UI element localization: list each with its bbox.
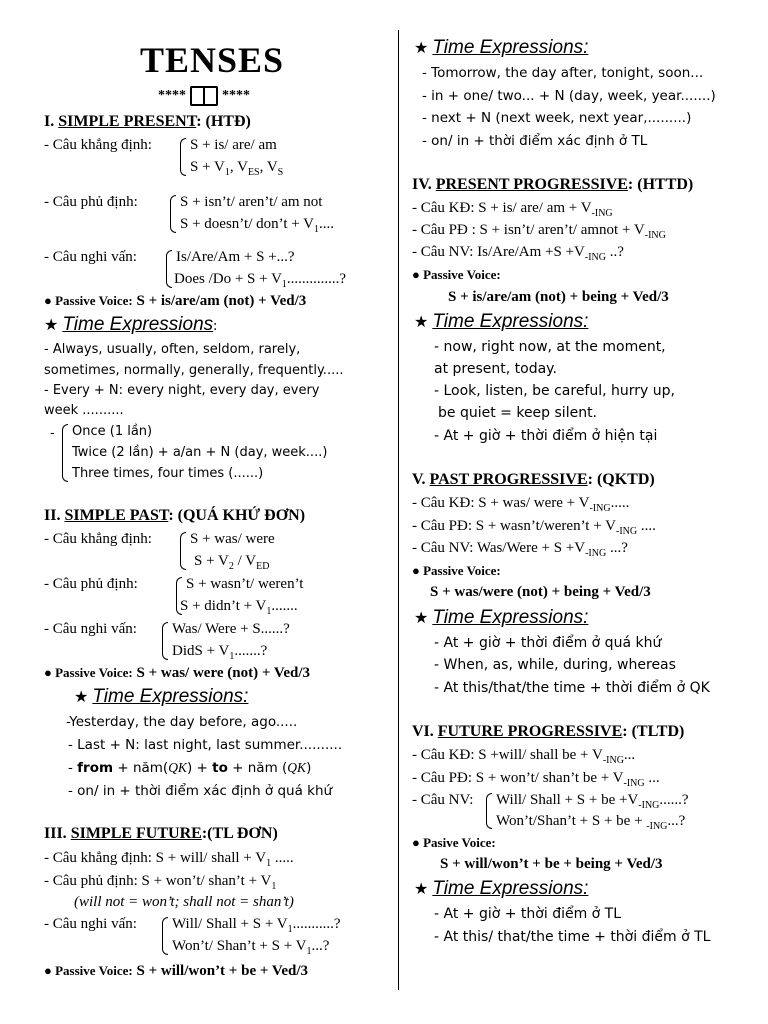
time-expression-line: - now, right now, at the moment, [434, 339, 666, 355]
time-expression-line: - on/ in + thời điểm xác định ở TL [422, 133, 648, 149]
time-expression-line: - on/ in + thời điểm xác định ở quá khứ [68, 783, 333, 799]
formula-line: - Câu KĐ: S +will/ shall be + $V_{-ING}$... [412, 747, 636, 766]
formula-line: - Câu KĐ: S + is/ are/ am + $V_{-ING}$ [412, 200, 613, 219]
time-expression-line: - from + năm(QK) + to + năm (QK) [68, 760, 312, 776]
time-expression-line: - At this/ that/the time + thời điểm ở TL [434, 929, 711, 945]
formula-line: DidS + $V_1$.......? [172, 643, 268, 662]
time-expression-dash: - [50, 426, 55, 441]
formula-line: - Câu PĐ : S + isn’t/ aren’t/ amnot + $V_{-ING}$ [412, 222, 666, 241]
affirmative-label: - Câu khẳng định: [44, 137, 152, 153]
time-expressions-heading: ★ Time Expressions: [414, 878, 589, 899]
time-expressions-heading: ★ Time Expressions: [74, 686, 249, 707]
time-expression-line: week .......... [44, 403, 124, 418]
time-expression-line: - At + giờ + thời điểm ở quá khứ [434, 635, 662, 651]
column-divider [398, 30, 399, 990]
passive-voice-label: ● Passive Voice: [412, 563, 501, 578]
time-expression-line: - Tomorrow, the day after, tonight, soon... [422, 65, 704, 81]
formula-line: S + was/ were [190, 531, 275, 547]
formula-line: Won’t/Shan’t + S + be + $_{-ING}$...? [496, 813, 686, 832]
brace [62, 424, 68, 482]
formula-line: S + didn’t + $V_1$....... [180, 598, 298, 617]
brace [162, 917, 168, 955]
formula-line: Was/ Were + S......? [172, 621, 290, 637]
brace [180, 532, 186, 570]
formula-line: Is/Are/Am + S +...? [176, 249, 295, 265]
question-label: - Câu nghi vấn: [44, 916, 137, 932]
time-expression-line: - At + giờ + thời điểm ở hiện tại [434, 428, 658, 444]
star-icon: ★ [44, 317, 63, 334]
time-expressions-heading: ★ Time Expressions: [44, 314, 218, 335]
passive-voice-formula: S + was/were (not) + being + Ved/3 [430, 584, 651, 600]
time-expression-line: - When, as, while, during, whereas [434, 657, 676, 673]
time-expression-line: at present, today. [434, 361, 557, 377]
formula-line: $S + V_2 / V_{ED}$ [194, 553, 270, 572]
brace [180, 138, 186, 176]
formula-line: - Câu NV: $Is/Are/Am +S +V_{-ING}$ ..? [412, 244, 624, 263]
negative-label: - Câu phủ định: [44, 576, 138, 592]
time-expression-line: be quiet = keep silent. [438, 405, 598, 421]
star-icon: ★ [414, 610, 433, 627]
time-expression-line: - At this/that/the time + thời điểm ở QK [434, 680, 710, 696]
formula-line: $S + V_1$, $V_{ES}$, $V_S$ [190, 159, 284, 178]
formula-line: - Câu phủ định: S + won’t/ shan’t + $V_1$ [44, 873, 277, 892]
time-expression-line: Twice (2 lần) + a/an + N (day, week....) [72, 445, 328, 460]
passive-voice-formula: S + is/are/am (not) + being + Ved/3 [448, 289, 669, 305]
time-expressions-heading: ★ Time Expressions: [414, 311, 589, 332]
book-icon [190, 86, 218, 106]
passive-voice-label: ● Passive Voice: [412, 267, 501, 282]
note-line: (will not = won’t; shall not = shan’t) [74, 894, 294, 910]
formula-line: S + wasn’t/ weren’t [186, 576, 304, 592]
affirmative-label: - Câu khẳng định: [44, 531, 152, 547]
question-label: - Câu nghi vấn: [44, 249, 137, 265]
time-expression-line: - in + one/ two... + N (day, week, year.......) [422, 88, 716, 104]
section-heading-future-progressive: VI. FUTURE PROGRESSIVE: (TLTD) [412, 723, 685, 740]
section-heading-present-progressive: IV. PRESENT PROGRESSIVE: (HTTD) [412, 176, 694, 193]
time-expression-line: -Yesterday, the day before, ago..... [66, 714, 298, 730]
question-label: - Câu nghi vấn: [44, 621, 137, 637]
section-heading-simple-future: III. SIMPLE FUTURE:(TL ĐƠN) [44, 825, 278, 842]
formula-line: S + isn’t/ aren’t/ am not [180, 194, 323, 210]
section-heading-past-progressive: V. PAST PROGRESSIVE: (QKTD) [412, 471, 655, 488]
passive-voice-line: ● Passive Voice: S + is/are/am (not) + Ved/3 [44, 293, 307, 309]
stars-right: **** [222, 88, 250, 104]
brace [162, 622, 168, 660]
time-expression-line: - Always, usually, often, seldom, rarely, [44, 342, 301, 357]
formula-line: Will/ Shall + S + be $+V_{-ING}$......? [496, 792, 689, 811]
stars-left: **** [158, 88, 186, 104]
passive-voice-formula: S + will/won’t + be + being + Ved/3 [440, 856, 663, 872]
section-heading-simple-past: II. SIMPLE PAST: (QUÁ KHỨ ĐƠN) [44, 507, 306, 524]
star-icon: ★ [74, 689, 93, 706]
time-expression-line: - Last + N: last night, last summer.......... [68, 737, 343, 753]
formula-line: - Câu PĐ: S + won’t/ shan’t be + $V_{-ING}$ ... [412, 770, 660, 789]
formula-line: Will/ Shall + $S + V_1$...........? [172, 916, 341, 935]
formula-line: S + is/ are/ am [190, 137, 277, 153]
star-icon: ★ [414, 314, 433, 331]
formula-line: Won’t/ Shan’t + $S + V_1$...? [172, 938, 330, 957]
passive-voice-label: ● Pasive Voice: [412, 835, 496, 850]
time-expression-line: - Look, listen, be careful, hurry up, [434, 383, 675, 399]
time-expression-line: - Every + N: every night, every day, every [44, 383, 320, 398]
passive-voice-line: ● Passive Voice: S + will/won’t + be + Ved/3 [44, 963, 309, 979]
formula-line: S + doesn’t/ don’t + $V_1$.... [180, 216, 335, 235]
passive-voice-line: ● Passive Voice: S + was/ were (not) + Ved/3 [44, 665, 310, 681]
brace [166, 250, 172, 288]
title-ornament [158, 86, 250, 106]
time-expression-line: sometimes, normally, generally, frequently..... [44, 363, 344, 378]
page-title: TENSES [140, 40, 285, 80]
question-label: - Câu NV: [412, 792, 474, 808]
time-expressions-heading: ★ Time Expressions: [414, 37, 589, 58]
formula-line: - Câu NV: Was/Were + $S +V_{-ING}$ ...? [412, 540, 628, 559]
formula-line: - Câu KĐ: S + was/ were + $V_{-ING}$..... [412, 495, 630, 514]
star-icon: ★ [414, 40, 433, 57]
star-icon: ★ [414, 881, 433, 898]
brace [170, 195, 176, 233]
negative-label: - Câu phủ định: [44, 194, 138, 210]
formula-line: - Câu khẳng định: S + will/ shall + $V_1$ ..... [44, 850, 294, 869]
time-expression-line: Once (1 lần) [72, 424, 153, 439]
formula-line: - Câu PĐ: S + wasn’t/weren’t + $V_{-ING}$ .... [412, 518, 656, 537]
section-heading-simple-present: I. SIMPLE PRESENT: (HTĐ) [44, 113, 251, 130]
time-expression-line: Three times, four times (......) [72, 466, 264, 481]
formula-line: Does $/Do + S + V_1$..............? [174, 271, 347, 290]
brace [486, 793, 492, 829]
time-expressions-heading: ★ Time Expressions: [414, 607, 589, 628]
time-expression-line: - At + giờ + thời điểm ở TL [434, 906, 622, 922]
time-expression-line: - next + N (next week, next year,.........) [422, 110, 692, 126]
